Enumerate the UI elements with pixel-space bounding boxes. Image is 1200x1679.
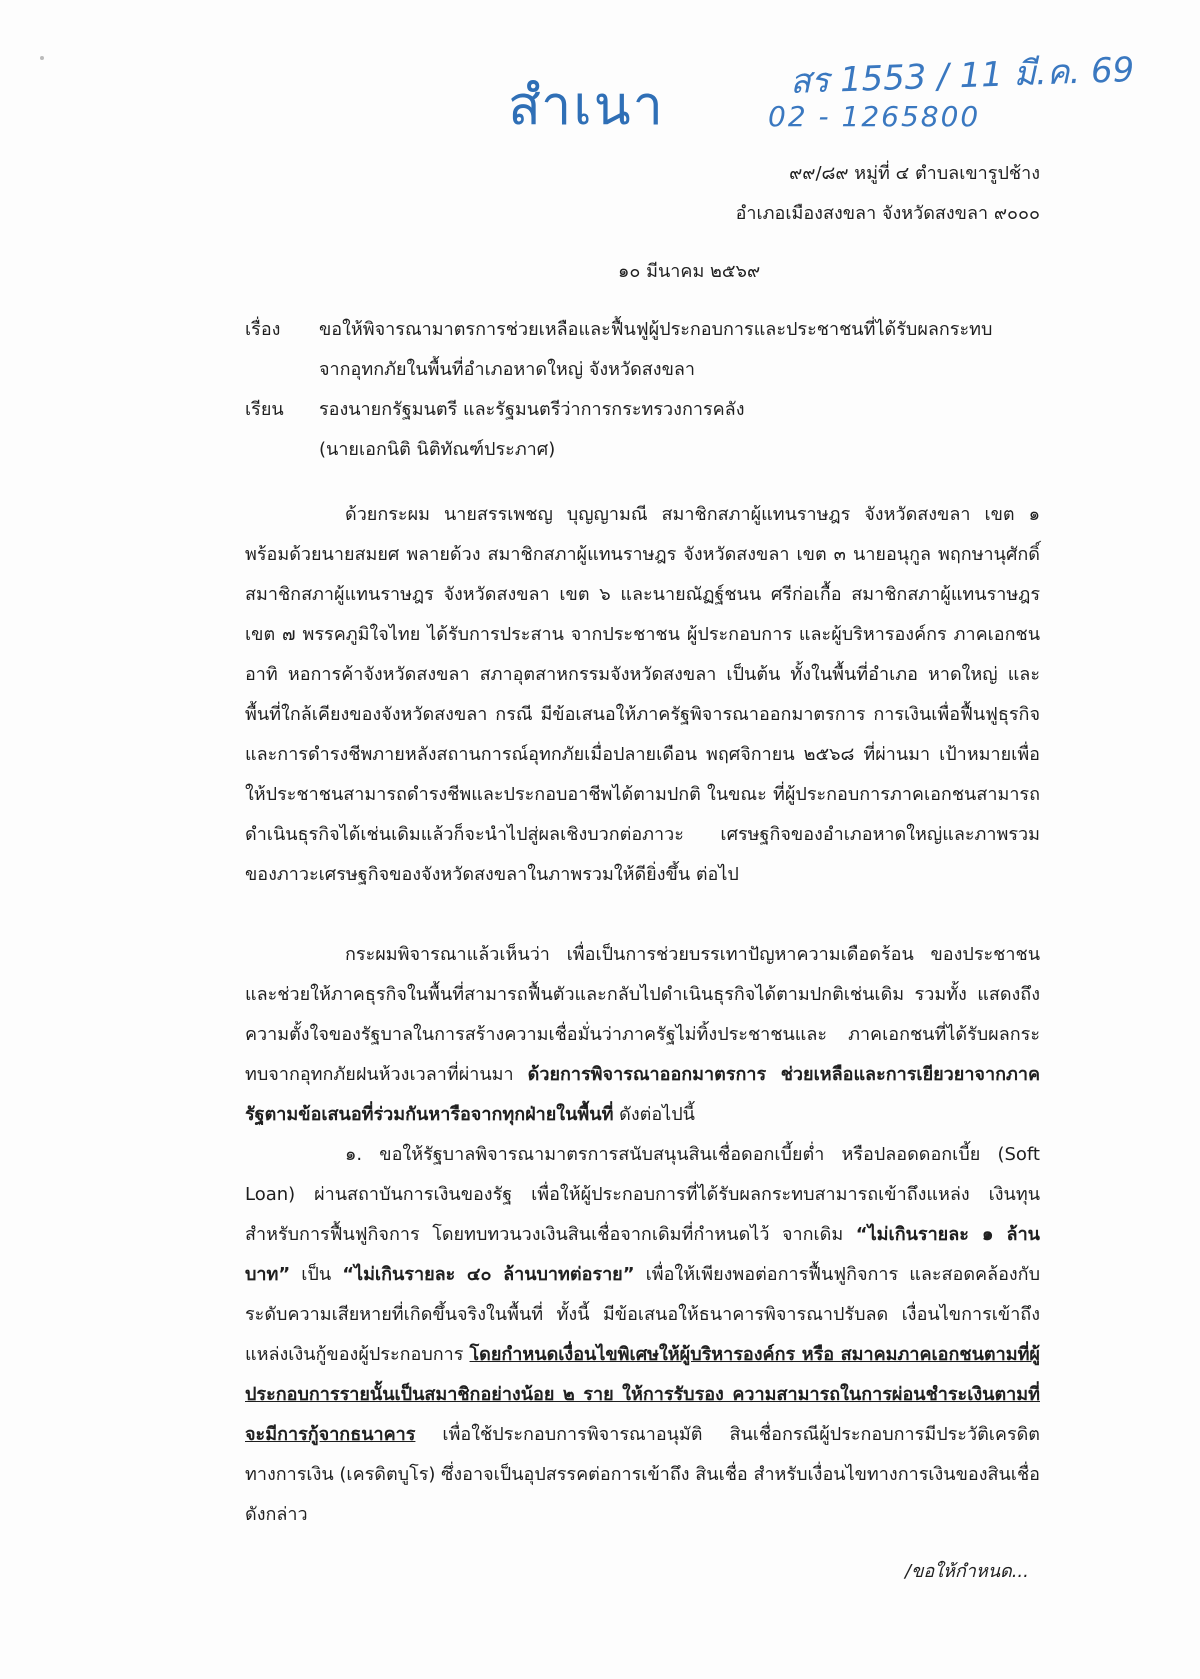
- addressee-line-1: รองนายกรัฐมนตรี และรัฐมนตรีว่าการกระทรวงการคลัง: [319, 399, 745, 420]
- copy-stamp: สำเนา: [508, 74, 665, 137]
- para2-bold: ด้วยการพิจารณาออกมาตรการ ช่วยเหลือและการเยียวยาจากภาครัฐตามข้อเสนอที่ร่วมกันหารือจากทุกฝ่ายในพื้นที่: [245, 1064, 1040, 1125]
- paragraph-text: [245, 935, 1040, 1135]
- item1-part3: เพื่อให้เพียงพอต่อการฟื้นฟูกิจการ และสอดคล้องกับระดับความเสียหายที่เกิดขึ้นจริงในพื้นที่ ทั้งนี้ มีข้อเสนอให้ธนาคารพิจารณาปรับลด เงื่อนไขการเข้าถึงแหล่งเงินกู้ของผู้ประกอบการ: [245, 1264, 1040, 1365]
- handwritten-phone: 02 - 1265800: [768, 100, 981, 133]
- subject-label: เรื่อง: [245, 319, 281, 340]
- body-paragraph-1: [245, 495, 1040, 895]
- item1-bold2: “ไม่เกินรายละ ๔๐ ล้านบาทต่อราย”: [342, 1264, 635, 1285]
- handwritten-reference: สร 1553 / 11 มี.ค. 69: [789, 50, 1135, 102]
- addressee-value: [319, 390, 1064, 470]
- addressee-row: [245, 390, 1064, 470]
- item-1-text: [245, 1135, 1040, 1535]
- subject-value: [319, 310, 1064, 390]
- scan-speck: [40, 56, 44, 60]
- address-line-1: ๙๙/๘๙ หมู่ที่ ๔ ตำบลเขารูปช้าง: [789, 163, 1040, 184]
- addressee-label: เรียน: [245, 399, 284, 420]
- subject-line-1: ขอให้พิจารณามาตรการช่วยเหลือและฟื้นฟูผู้ประกอบการและประชาชนที่ได้รับผลกระทบ: [319, 319, 993, 340]
- subject-line-2: จากอุทกภัยในพื้นที่อำเภอหาดใหญ่ จังหวัดสงขลา: [319, 359, 696, 380]
- para2-normal: กระผมพิจารณาแล้วเห็นว่า เพื่อเป็นการช่วยบรรเทาปัญหาความเดือดร้อน ของประชาชนและช่วยให้ภาคธุรกิจในพื้นที่สามารถฟื้นตัวและกลับไปดำเนินธุรกิจได้ตามปกติเช่นเดิม รวมทั้ง แสดงถึงความตั้งใจของรัฐบาลในการสร้างความเชื่อมั่นว่าภาครัฐไม่ทิ้งประชาชนและ ภาคเอกชนที่ได้รับผลกระทบจากอุทกภัยฝนห้วงเวลาที่ผ่านมา: [245, 944, 1040, 1085]
- item-1: [245, 1135, 1040, 1535]
- item1-bold-underline: โดยกำหนดเงื่อนไขพิเศษให้ผู้บริหารองค์กร หรือ สมาคมภาคเอกชนตามที่ผู้ประกอบการรายนั้นเป็นสมาชิกอย่างน้อย ๒ ราย ให้การรับรอง ความสามารถในการผ่อนชำระเงินตามที่จะมีการกู้จากธนาคาร: [245, 1344, 1040, 1445]
- paragraph-text: ด้วยกระผม นายสรรเพชญ บุญญามณี สมาชิกสภาผู้แทนราษฎร จังหวัดสงขลา เขต ๑ พร้อมด้วยนายสมยศ พลายด้วง สมาชิกสภาผู้แทนราษฎร จังหวัดสงขลา เขต ๓ นายอนุกูล พฤกษานุศักดิ์ สมาชิกสภาผู้แทนราษฎร จังหวัดสงขลา เขต ๖ และนายณัฏฐ์ชนน ศรีก่อเกื้อ สมาชิกสภาผู้แทนราษฎร เขต ๗ พรรคภูมิใจไทย ได้รับการประสาน จากประชาชน ผู้ประกอบการ และผู้บริหารองค์กร ภาคเอกชน อาทิ หอการค้าจังหวัดสงขลา สภาอุตสาหกรรมจังหวัดสงขลา เป็นต้น ทั้งในพื้นที่อำเภอ หาดใหญ่ และพื้นที่ใกล้เคียงของจังหวัดสงขลา กรณี มีข้อเสนอให้ภาครัฐพิจารณาออกมาตรการ การเงินเพื่อฟื้นฟูธุรกิจและการดำรงชีพภายหลังสถานการณ์อุทกภัยเมื่อปลายเดือน พฤศจิกายน ๒๕๖๘ ที่ผ่านมา เป้าหมายเพื่อให้ประชาชนสามารถดำรงชีพและประกอบอาชีพได้ตามปกติ ในขณะ ที่ผู้ประกอบการภาคเอกชนสามารถดำเนินธุรกิจได้เช่นเดิมแล้วก็จะนำไปสู่ผลเชิงบวกต่อภาวะ เศรษฐกิจของอำเภอหาดใหญ่และภาพรวมของภาวะเศรษฐกิจของจังหวัดสงขลาในภาพรวมให้ดียิ่งขึ้น ต่อไป: [245, 504, 1040, 885]
- item1-part1: ๑. ขอให้รัฐบาลพิจารณามาตรการสนับสนุนสินเชื่อดอกเบี้ยต่ำ หรือปลอดดอกเบี้ย (Soft Loan) ผ่านสถาบันการเงินของรัฐ เพื่อให้ผู้ประกอบการที่ได้รับผลกระทบสามารถเข้าถึงแหล่ง เงินทุนสำหรับการฟื้นฟูกิจการ โดยทบทวนวงเงินสินเชื่อจากเดิมที่กำหนดไว้ จากเดิม: [245, 1144, 1040, 1245]
- item1-part4: เพื่อใช้ประกอบการพิจารณาอนุมัติ สินเชื่อกรณีผู้ประกอบการมีประวัติเครดิตทางการเงิน (เครดิตบูโร) ซึ่งอาจเป็นอุปสรรคต่อการเข้าถึง สินเชื่อ สำหรับเงื่อนไขทางการเงินของสินเชื่อดังกล่าว: [245, 1424, 1040, 1525]
- subject-row: [245, 310, 1064, 390]
- letter-date: ๑๐ มีนาคม ๒๕๖๙: [618, 261, 761, 282]
- addressee-line-2: (นายเอกนิติ นิติทัณฑ์ประภาศ): [319, 439, 556, 460]
- address-line-2: อำเภอเมืองสงขลา จังหวัดสงขลา ๙๐๐๐: [735, 203, 1040, 224]
- sender-address: [736, 154, 1040, 234]
- item1-bold1: “ไม่เกินรายละ ๑ ล้านบาท”: [245, 1224, 1040, 1285]
- body-paragraph-2: [245, 935, 1040, 1135]
- continued-marker: /ขอให้กำหนด...: [905, 1561, 1029, 1582]
- para2-tail: ดังต่อไปนี้: [613, 1104, 695, 1125]
- item1-part2: เป็น: [290, 1264, 343, 1285]
